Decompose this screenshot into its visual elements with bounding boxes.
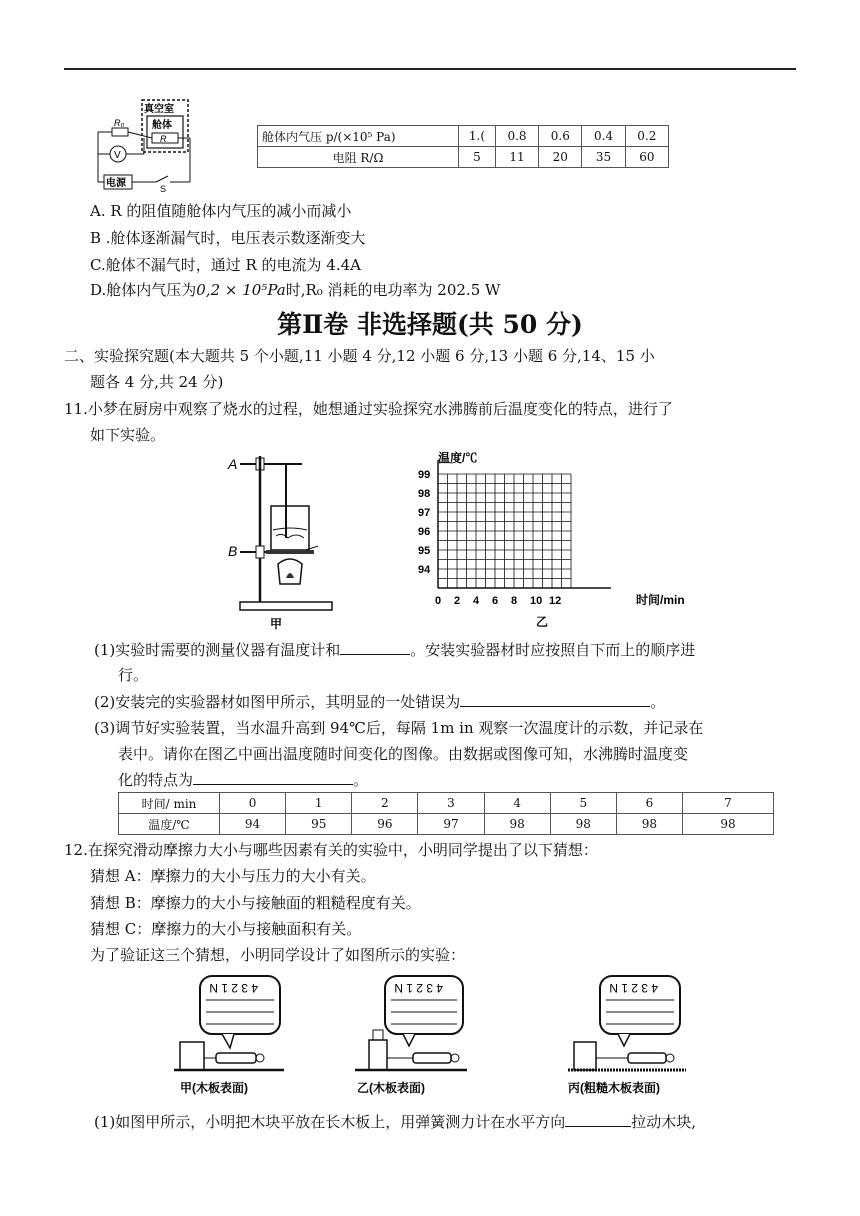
table-header: 时间/ min <box>119 793 220 814</box>
option-d-text: D.舱体内气压为 <box>90 281 197 299</box>
x-tick-label: 2 <box>454 595 461 607</box>
table-cell: 5 <box>459 147 496 168</box>
q11-part1-cont: 行。 <box>118 666 149 684</box>
option-d-text-2: 时,R₀ 消耗的电功率为 202.5 W <box>285 281 501 299</box>
graph-xlabel: 时间/min <box>636 593 685 607</box>
table-cell: 0.6 <box>539 126 582 147</box>
svg-text:丙(粗糙木板表面): 丙(粗糙木板表面) <box>568 1081 660 1095</box>
q11-part3-cont2 <box>118 770 368 790</box>
time-temperature-table <box>118 792 774 835</box>
table-cell: 0 <box>220 793 286 814</box>
y-tick-label: 97 <box>418 507 431 519</box>
q11-part2-text-2: 。 <box>650 693 666 711</box>
friction-figure-yi <box>355 970 471 1100</box>
table-cell: 3 <box>418 793 484 814</box>
x-tick-label: 8 <box>511 595 518 607</box>
q11-part2 <box>94 692 665 712</box>
table-cell: 0.8 <box>495 126 538 147</box>
q11-stem: 11.小梦在厨房中观察了烧水的过程，她想通过实验探究水沸腾前后温度变化的特点，进行了 <box>64 400 673 418</box>
q12-design: 为了验证这三个猜想，小明同学设计了如图所示的实验： <box>90 946 466 964</box>
table-cell: 98 <box>484 814 550 835</box>
option-d-math: 0,2 × 10⁵Pa <box>196 281 286 299</box>
table-cell: 95 <box>286 814 352 835</box>
table-header: 舱体内气压 p/(×10⁵ Pa) <box>258 126 459 147</box>
section-title: 第Ⅱ卷 非选择题(共 50 分) <box>277 310 583 339</box>
answer-blank[interactable] <box>565 1112 631 1127</box>
pressure-resistance-table <box>257 125 669 168</box>
q12-part1-text-2: 拉动木块, <box>631 1113 697 1131</box>
answer-blank[interactable] <box>340 640 410 655</box>
svg-text:电源: 电源 <box>106 178 126 189</box>
q11-part3-text: 化的特点为 <box>118 771 194 789</box>
svg-text:R₀: R₀ <box>114 118 125 128</box>
x-tick-label: 0 <box>435 595 442 607</box>
boiling-apparatus-figure <box>226 450 336 632</box>
x-tick-label: 12 <box>549 595 562 607</box>
table-cell: 97 <box>418 814 484 835</box>
table-cell: 35 <box>582 147 625 168</box>
option-b: B .舱体逐渐漏气时，电压表示数逐渐变大 <box>90 229 366 247</box>
table-cell: 98 <box>616 814 682 835</box>
x-tick-label: 4 <box>473 595 480 607</box>
hypothesis-a: 猜想 A：摩擦力的大小与压力的大小有关。 <box>90 867 376 885</box>
friction-figure-bing <box>566 970 690 1100</box>
q11-part3-text-2: 。 <box>353 771 369 789</box>
q11-part1 <box>94 640 695 660</box>
answer-blank[interactable] <box>460 692 650 707</box>
option-d <box>90 280 500 300</box>
table-cell: 1.( <box>459 126 496 147</box>
q11-stem-cont: 如下实验。 <box>90 426 166 444</box>
svg-text:R: R <box>160 134 167 144</box>
table-cell: 20 <box>539 147 582 168</box>
section-desc-cont: 题各 4 分,共 24 分) <box>90 373 224 391</box>
svg-text:V: V <box>114 150 121 161</box>
hypothesis-c: 猜想 C：摩擦力的大小与接触面积有关。 <box>90 920 362 938</box>
circuit-diagram <box>92 98 204 192</box>
table-header: 温度/℃ <box>119 814 220 835</box>
q11-part1-text: (1)实验时需要的测量仪器有温度计和 <box>94 641 341 659</box>
svg-text:甲(木板表面): 甲(木板表面) <box>180 1081 248 1095</box>
graph-ylabel: 温度/℃ <box>438 451 478 465</box>
table-cell: 98 <box>683 814 774 835</box>
q11-part2-text: (2)安装完的实验器材如图甲所示，其明显的一处错误为 <box>94 693 461 711</box>
svg-text:4 3 2 1 N: 4 3 2 1 N <box>394 981 443 995</box>
svg-text:4 3 2 1 N: 4 3 2 1 N <box>209 981 258 995</box>
table-cell: 0.2 <box>625 126 668 147</box>
svg-text:真空室: 真空室 <box>144 104 174 115</box>
table-cell: 2 <box>352 793 418 814</box>
table-cell: 4 <box>484 793 550 814</box>
svg-text:A: A <box>228 456 238 472</box>
table-cell: 5 <box>550 793 616 814</box>
table-cell: 98 <box>550 814 616 835</box>
q12-part1-text: (1)如图甲所示，小明把木块平放在长木板上，用弹簧测力计在水平方向 <box>94 1113 566 1131</box>
temperature-time-grid <box>408 448 738 630</box>
table-cell: 60 <box>625 147 668 168</box>
y-tick-label: 95 <box>418 545 431 557</box>
q11-part3: (3)调节好实验装置，当水温升高到 94℃后，每隔 1m in 观察一次温度计的示数，并记录在 <box>94 719 704 737</box>
svg-text:甲: 甲 <box>270 617 283 631</box>
y-tick-label: 98 <box>418 488 431 500</box>
header-rule <box>64 68 796 70</box>
q11-part3-cont: 表中。请你在图乙中画出温度随时间变化的图像。由数据或图像可知，水沸腾时温度变 <box>118 745 689 763</box>
friction-figure-jia <box>172 970 288 1100</box>
x-tick-label: 6 <box>492 595 499 607</box>
y-tick-label: 96 <box>418 526 431 538</box>
graph-caption: 乙 <box>536 615 549 629</box>
answer-blank[interactable] <box>193 770 353 785</box>
table-cell: 7 <box>683 793 774 814</box>
table-cell: 1 <box>286 793 352 814</box>
table-cell: 11 <box>495 147 538 168</box>
q12-stem: 12.在探究滑动摩擦力大小与哪些因素有关的实验中，小明同学提出了以下猜想： <box>64 841 598 859</box>
svg-text:S: S <box>160 184 167 192</box>
option-a: A. R 的阻值随舱体内气压的减小而减小 <box>90 202 352 220</box>
svg-text:舱体: 舱体 <box>152 120 172 131</box>
section-desc: 二、实验探究题(本大题共 5 个小题,11 小题 4 分,12 小题 6 分,13 小题 6 分,14、15 小 <box>64 347 655 365</box>
option-c: C.舱体不漏气时，通过 R 的电流为 4.4A <box>90 256 361 274</box>
q12-part1 <box>94 1112 696 1132</box>
table-cell: 6 <box>616 793 682 814</box>
y-tick-label: 94 <box>418 564 431 576</box>
hypothesis-b: 猜想 B：摩擦力的大小与接触面的粗糙程度有关。 <box>90 894 421 912</box>
table-header: 电阻 R/Ω <box>258 147 459 168</box>
x-tick-label: 10 <box>530 595 543 607</box>
q11-part1-text-2: 。安装实验器材时应按照自下而上的顺序进 <box>410 641 696 659</box>
table-cell: 94 <box>220 814 286 835</box>
y-tick-label: 99 <box>418 469 431 481</box>
svg-text:4 3 2 1 N: 4 3 2 1 N <box>609 981 658 995</box>
svg-text:乙(木板表面): 乙(木板表面) <box>357 1081 425 1095</box>
table-cell: 0.4 <box>582 126 625 147</box>
svg-text:B: B <box>228 543 238 559</box>
table-cell: 96 <box>352 814 418 835</box>
